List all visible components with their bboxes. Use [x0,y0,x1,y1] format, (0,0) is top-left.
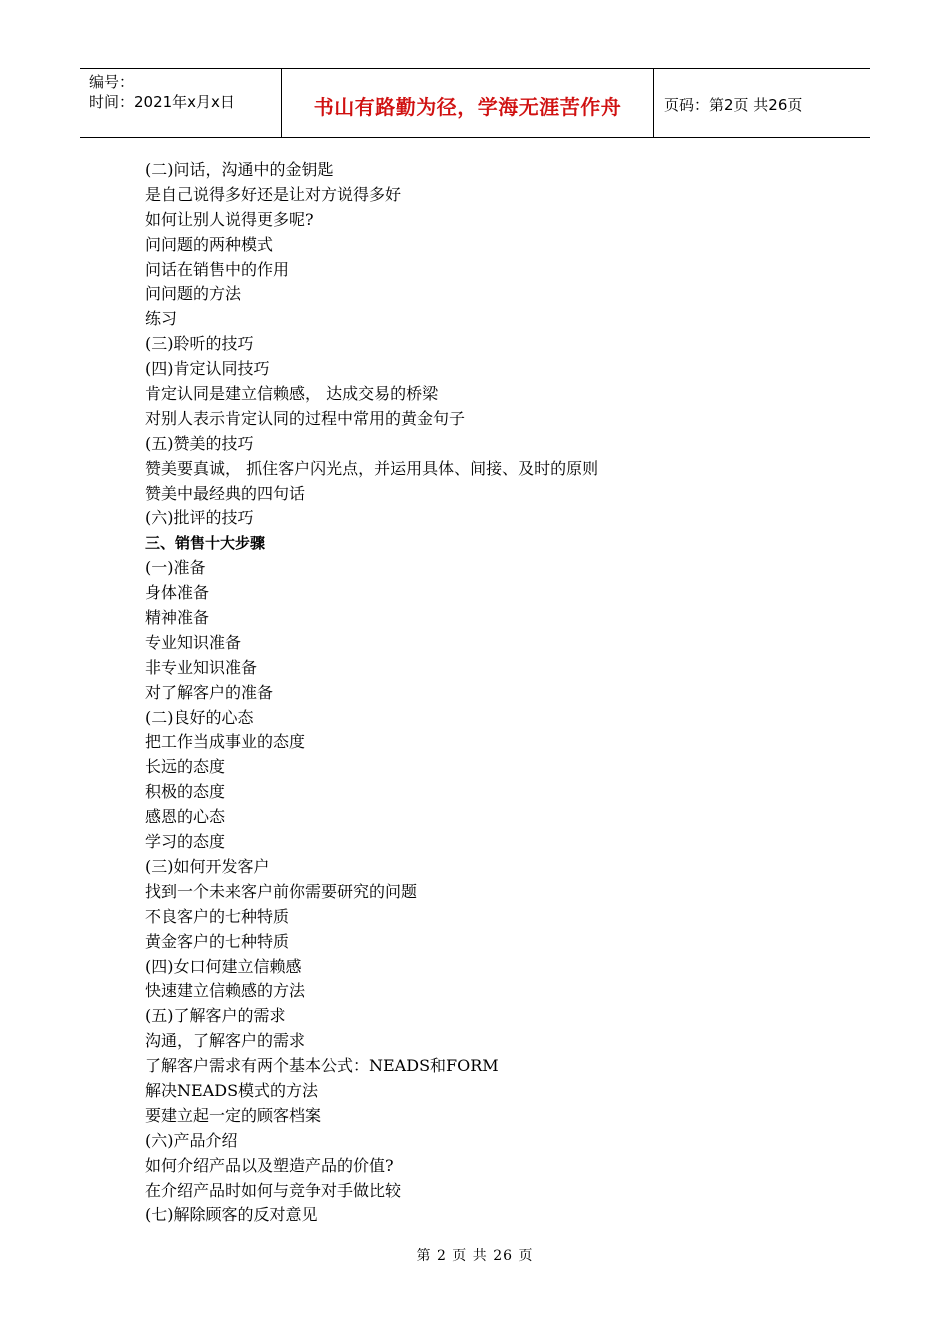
number-label: 编号： [89,73,135,91]
header-meta-cell [80,69,282,137]
text-line: 非专业知识准备 [145,657,258,677]
text-line: (四)女口何建立信赖感 [145,956,302,976]
text-line: 身体准备 [145,583,210,603]
text-line: (三)如何开发客户 [145,856,270,876]
text-line: 解决NEADS模式的方法 [145,1080,319,1100]
text-line: 问问题的方法 [145,284,242,304]
text-line: (二)良好的心态 [145,707,254,727]
text-line: 学习的态度 [145,832,226,852]
text-line: (二)问话，沟通中的金钥匙 [145,160,334,179]
document-header [80,68,870,138]
motto-text: 书山有路勤为径，学海无涯苦作舟 [313,94,622,119]
text-line: 黄金客户的七种特质 [145,931,290,951]
page-info: 页码：第2页 共26页 [664,95,803,114]
text-line: (三)聆听的技巧 [145,334,254,354]
text-line: (五)赞美的技巧 [145,433,254,453]
text-line: 了解客户需求有两个基本公式：NEADS和FORM [145,1056,499,1076]
text-line: 找到一个未来客户前你需要研究的问题 [145,881,418,901]
text-line: 专业知识准备 [145,632,242,652]
text-line: 对别人表示肯定认同的过程中常用的黄金句子 [145,408,466,428]
header-motto-cell [282,69,654,137]
text-line: 如何让别人说得更多呢? [145,209,314,229]
section-heading: 三、销售十大步骤 [145,534,266,553]
text-line: (六)产品介绍 [145,1130,238,1150]
text-line: (七)解除顾客的反对意见 [145,1205,318,1225]
text-line: 赞美中最经典的四句话 [145,483,306,503]
text-line: 在介绍产品时如何与竞争对手做比较 [145,1180,402,1200]
text-line: 把工作当成事业的态度 [145,732,306,752]
text-line: 沟通，了解客户的需求 [145,1031,306,1051]
text-line: (一)准备 [145,558,206,578]
text-line: (四)肯定认同技巧 [145,359,270,379]
text-line: 是自己说得多好还是让对方说得多好 [145,184,402,204]
text-line: 肯定认同是建立信赖感， 达成交易的桥梁 [145,384,439,404]
text-line: 问问题的两种模式 [145,234,274,254]
text-line: 长远的态度 [145,757,226,777]
text-line: 问话在销售中的作用 [145,259,290,279]
text-line: 积极的态度 [145,782,226,802]
text-line: 要建立起一定的顾客档案 [145,1105,322,1125]
text-line: 赞美要真诚， 抓住客户闪光点，并运用具体、间接、及时的原则 [145,458,599,478]
text-line: 练习 [145,309,178,329]
text-line: 感恩的心态 [145,807,226,827]
document-body [145,158,845,1228]
text-line: 精神准备 [145,608,210,628]
time-label: 时间：2021年x月x日 [89,93,235,111]
text-line: 对了解客户的准备 [145,682,274,702]
text-line: 如何介绍产品以及塑造产品的价值? [145,1155,394,1175]
text-line: (六)批评的技巧 [145,508,254,528]
text-line: (五)了解客户的需求 [145,1006,286,1026]
page-footer: 第 2 页 共 26 页 [416,1248,534,1264]
text-line: 快速建立信赖感的方法 [145,981,306,1001]
text-line: 不良客户的七种特质 [145,906,290,926]
header-page-cell [654,69,870,137]
